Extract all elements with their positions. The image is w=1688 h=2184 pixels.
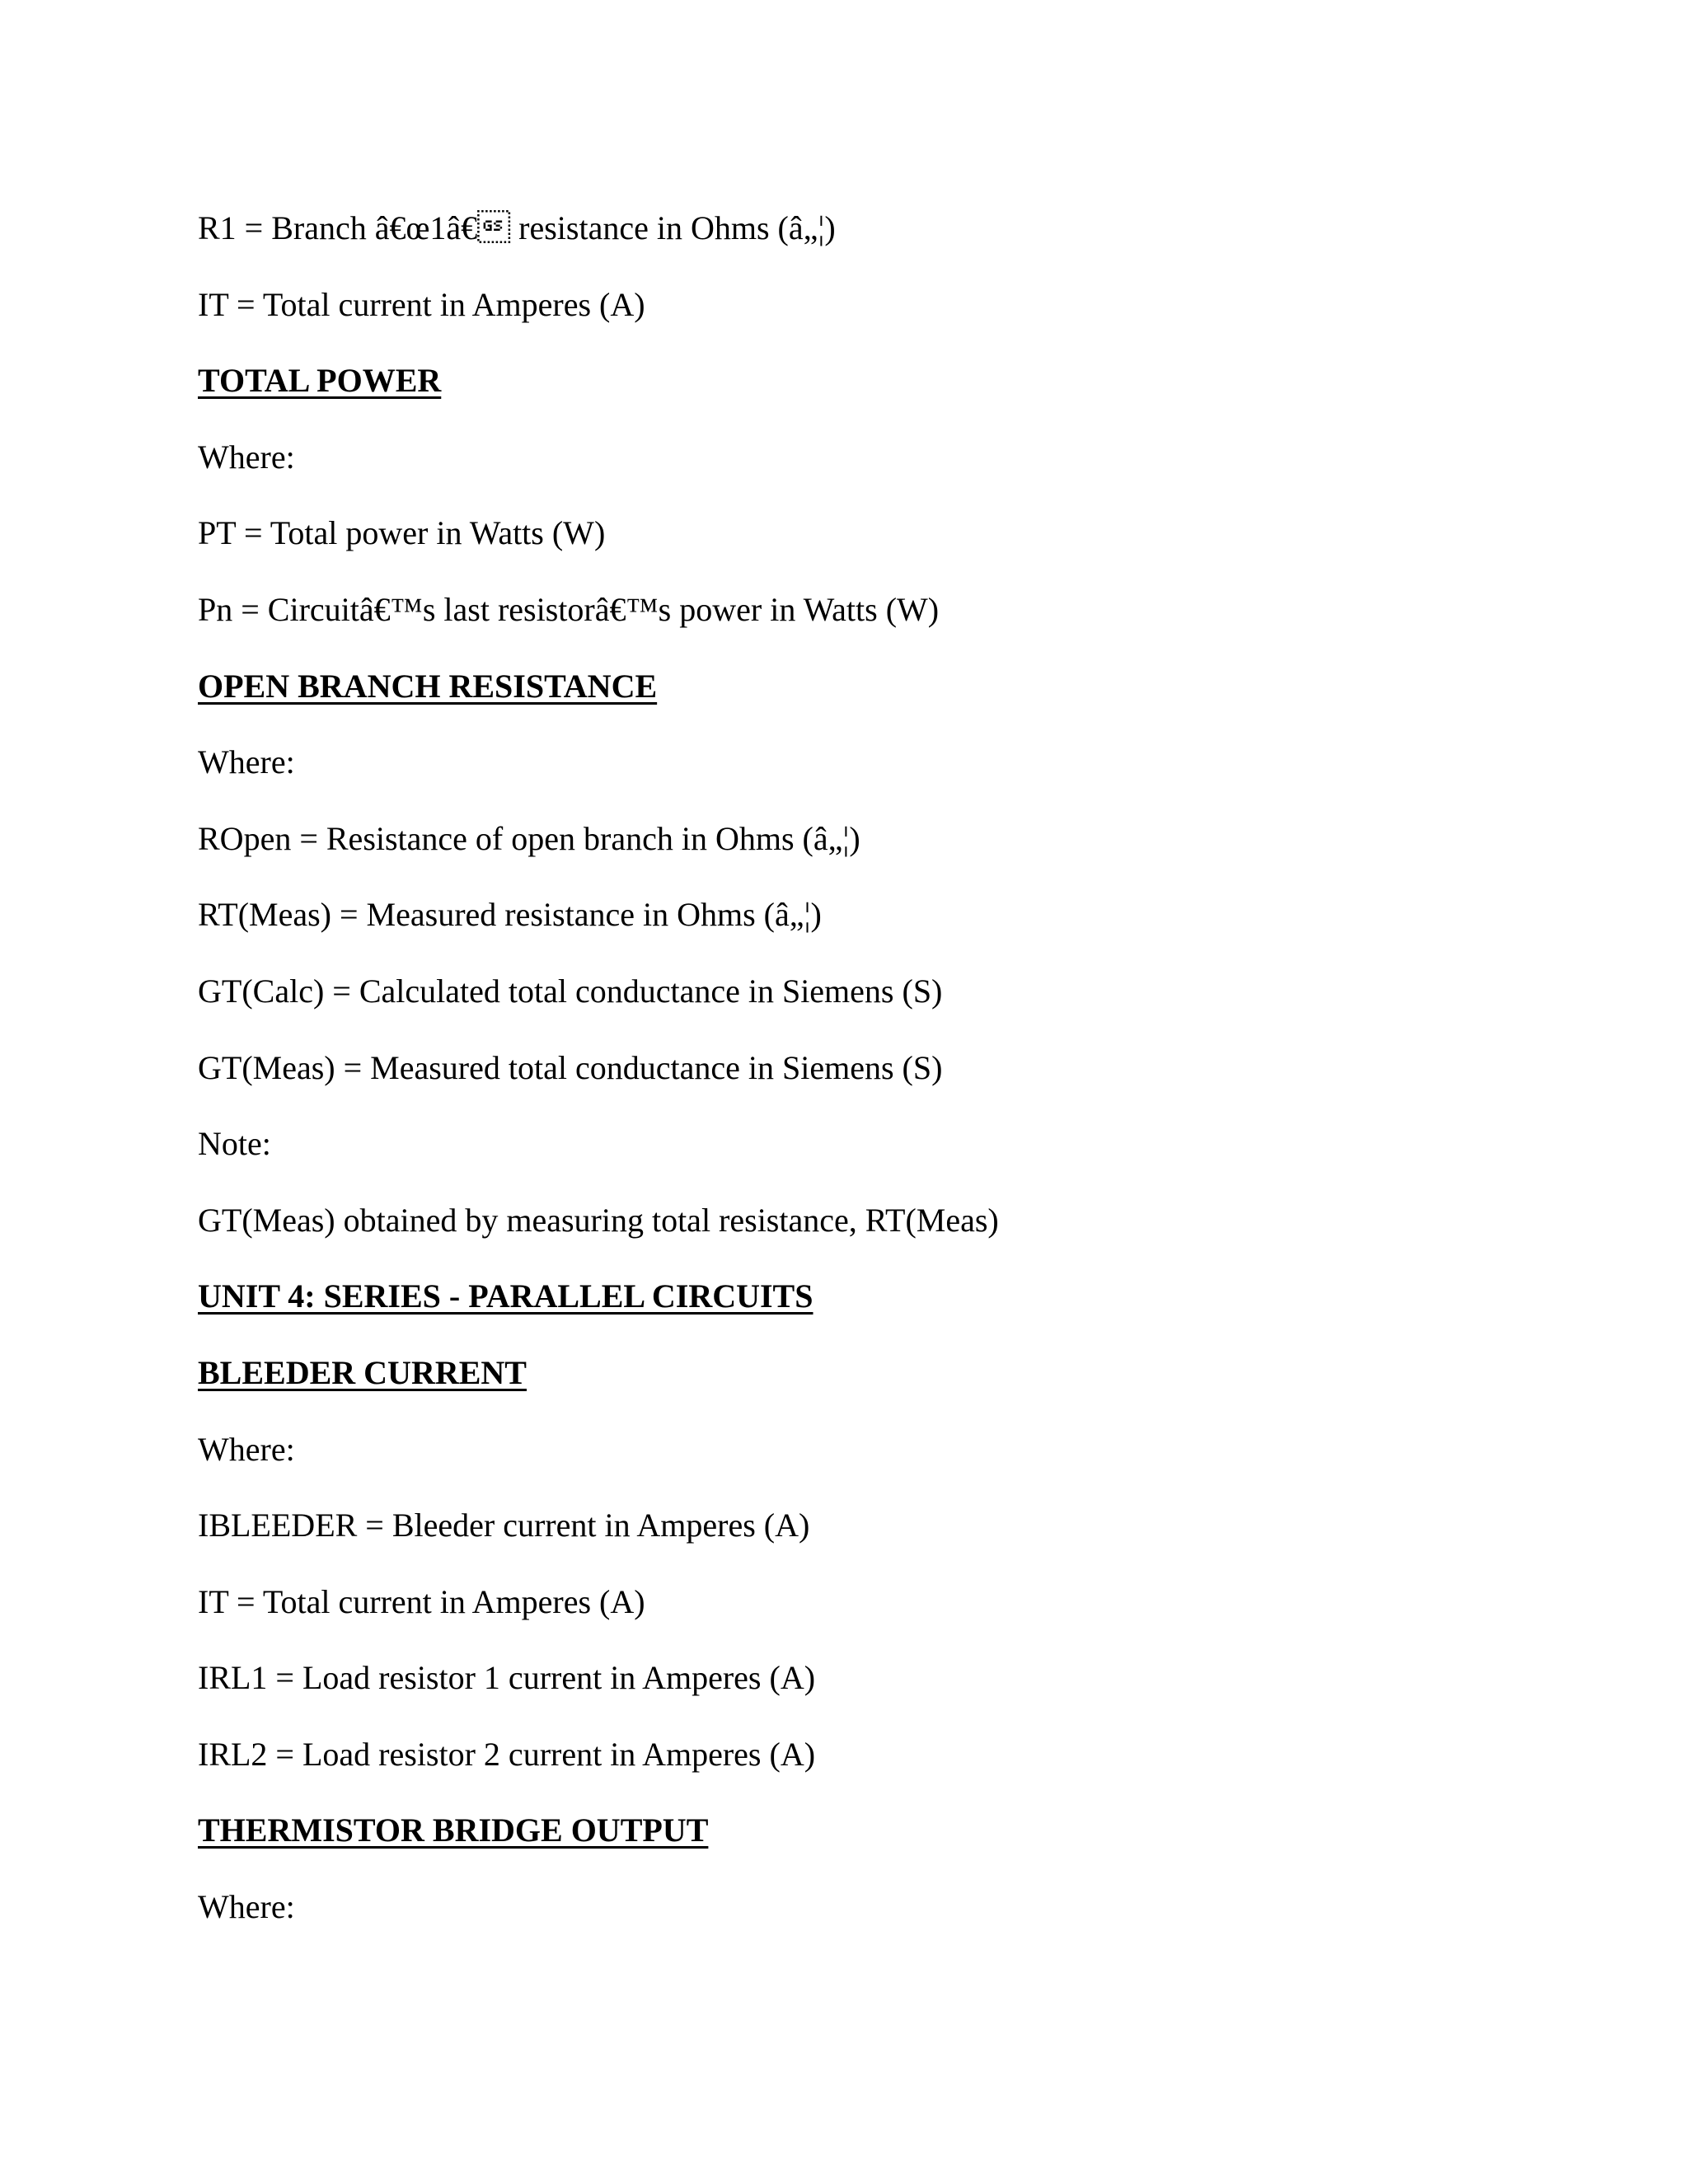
definition-gt-calc: GT(Calc) = Calculated total conductance in Siemens (S) [198, 972, 943, 1010]
heading-total-power: TOTAL POWER [198, 362, 442, 400]
definition-ibleeder: IBLEEDER = Bleeder current in Amperes (A) [198, 1507, 810, 1544]
definition-gt-meas: GT(Meas) = Measured total conductance in Siemens (S) [198, 1048, 943, 1086]
where-label: Where: [198, 1888, 295, 1926]
definition-irl2: IRL2 = Load resistor 2 current in Amperes (A) [198, 1735, 816, 1773]
definition-ropen: ROpen = Resistance of open branch in Ohms (â„¦) [198, 819, 860, 857]
where-label: Where: [198, 1430, 295, 1468]
definition-it: IT = Total current in Amperes (A) [198, 285, 645, 323]
definition-r1: R1 = Branch â€œ1â€ resistance in Ohms (â„¦) [198, 209, 836, 246]
where-label: Where: [198, 743, 295, 781]
definition-pt: PT = Total power in Watts (W) [198, 514, 606, 552]
definition-pn: Pn = Circuitâ€™s last resistorâ€™s power in Watts (W) [198, 590, 940, 628]
heading-bleeder-current: BLEEDER CURRENT [198, 1353, 527, 1391]
document-content [198, 190, 1599, 1946]
definition-rt-meas: RT(Meas) = Measured resistance in Ohms (â„¦) [198, 896, 822, 934]
definition-irl1: IRL1 = Load resistor 1 current in Amperes (A) [198, 1659, 816, 1697]
heading-unit-4: UNIT 4: SERIES - PARALLEL CIRCUITS [198, 1277, 814, 1315]
definition-it: IT = Total current in Amperes (A) [198, 1582, 645, 1620]
heading-thermistor-bridge-output: THERMISTOR BRIDGE OUTPUT [198, 1811, 709, 1849]
where-label: Where: [198, 438, 295, 476]
heading-open-branch-resistance: OPEN BRANCH RESISTANCE [198, 667, 658, 705]
note-label: Note: [198, 1125, 271, 1163]
note-text: GT(Meas) obtained by measuring total resistance, RT(Meas) [198, 1201, 999, 1239]
